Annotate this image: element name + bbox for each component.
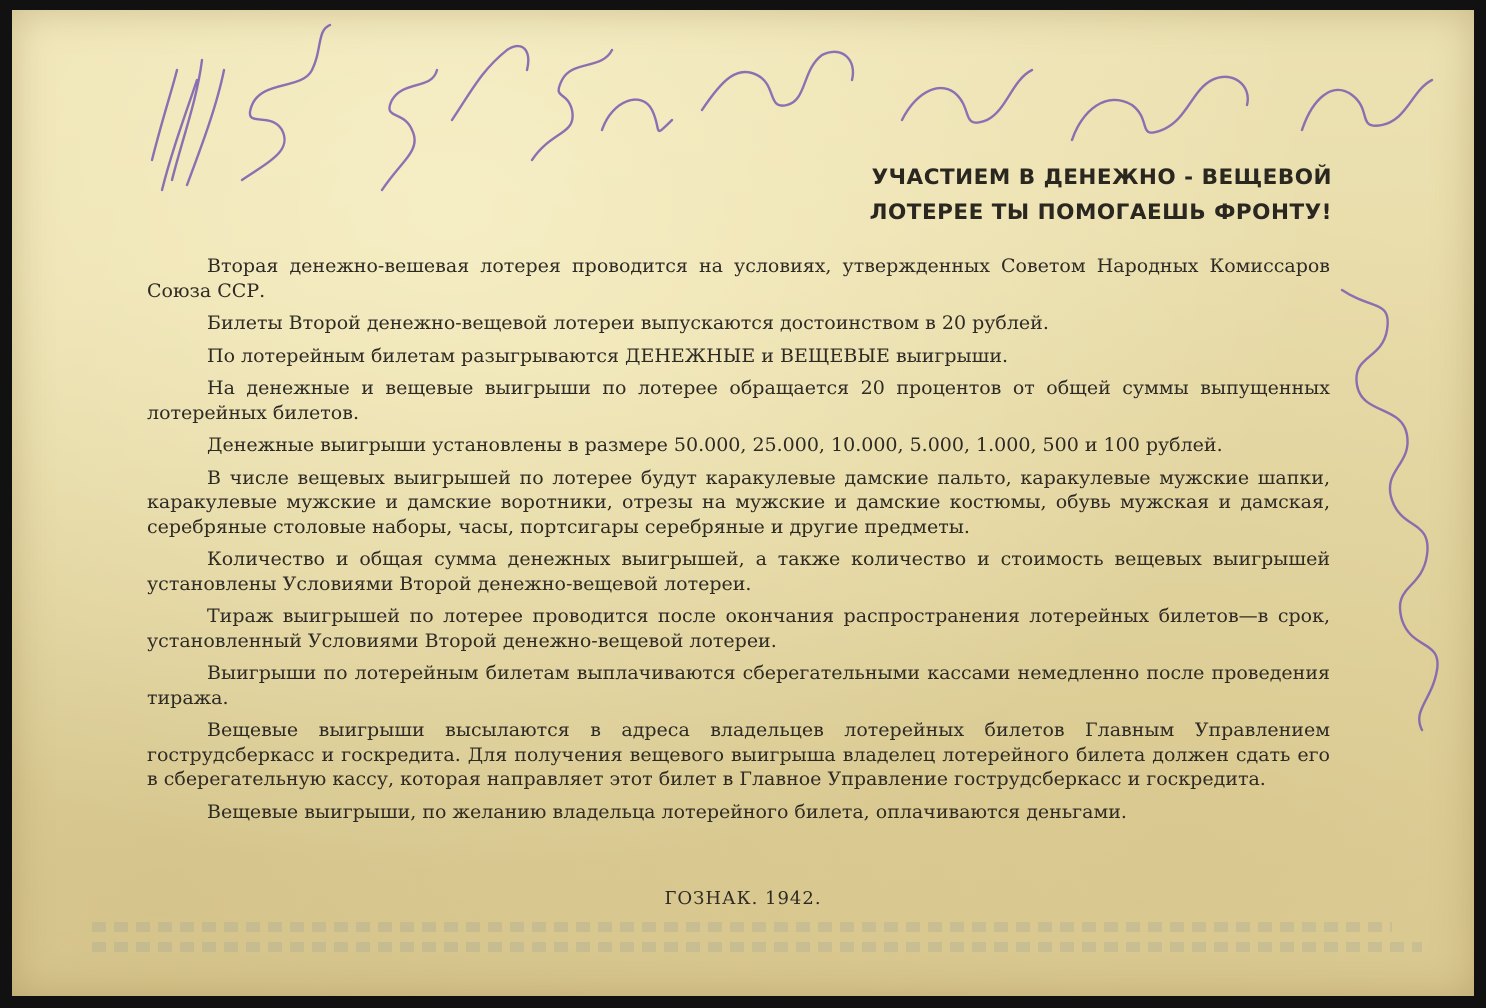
paragraph-prize-fund: На денежные и вещевые выигрыши по лотерее обращается 20 процентов от общей суммы выпущенных лотерейных билетов. bbox=[147, 377, 1330, 424]
paragraph-cash-option: Вещевые выигрыши, по желанию владельца лотерейного билета, оплачиваются деньгами. bbox=[207, 800, 1127, 823]
lottery-terms-text bbox=[147, 254, 1330, 832]
scribble-7 bbox=[1302, 80, 1432, 130]
scribble-left bbox=[152, 60, 224, 190]
faded-print-line-2 bbox=[92, 942, 1422, 952]
scribble-1 bbox=[242, 25, 330, 180]
paragraph-item-prizes: В числе вещевых выигрышей по лотерее будут каракулевые дамские пальто, каракулевые мужские шапки, каракулевые мужские и дамские воротники, отрезы на мужские и дамские костюмы, обувь мужская и дамская, серебряные столовые наборы, часы, портсигары серебряные и другие предметы. bbox=[147, 466, 1330, 538]
printer-imprint: ГОЗНАК. 1942. bbox=[664, 888, 822, 909]
paragraph-ticket-price: Билеты Второй денежно-вещевой лотереи выпускаются достоинством в 20 рублей. bbox=[207, 312, 1049, 334]
heading-line-1: УЧАСТИЕМ В ДЕНЕЖНО - ВЕЩЕВОЙ bbox=[871, 165, 1332, 190]
paragraph-prize-types: По лотерейным билетам разыгрываются ДЕНЕЖНЫЕ и ВЕЩЕВЫЕ выигрыши. bbox=[207, 344, 1009, 367]
faded-print-line-1 bbox=[92, 922, 1392, 932]
paragraph-prize-count: Количество и общая сумма денежных выигрышей, а также количество и стоимость вещевых выигрышей установлены Условиями Второй денежно-вещевой лотереи. bbox=[147, 548, 1330, 595]
scribble-3 bbox=[532, 50, 672, 160]
scribble-2 bbox=[382, 46, 528, 190]
paragraph-conditions: Вторая денежно-вешевая лотерея проводится на условиях, утвержденных Советом Народных Комиссаров Союза ССР. bbox=[147, 255, 1330, 302]
paragraph-payout: Выигрыши по лотерейным билетам выплачиваются сберегательными кассами немедленно после проведения тиража. bbox=[147, 662, 1330, 709]
paragraph-item-delivery: Вещевые выигрыши высылаются в адреса владельцев лотерейных билетов Главным Управлением гострудсберкасс и госкредита. Для получения вещевого выигрыша владелец лотерейного билета должен сдать его в сберегательную кассу, которая направляет этот билет в Главное Управление гострудсберкасс и госкредита. bbox=[147, 719, 1330, 790]
paragraph-draw: Тираж выигрышей по лотерее проводится после окончания распространения лотерейных билетов—в срок, установленный Условиями Второй денежно-вещевой лотереи. bbox=[147, 605, 1330, 652]
paragraph-cash-prizes: Денежные выигрыши установлены в размере 50.000, 25.000, 10.000, 5.000, 1.000, 500 и 100 рублей. bbox=[207, 434, 1223, 456]
scribble-4 bbox=[702, 52, 853, 110]
scribble-5 bbox=[902, 70, 1032, 123]
scribble-right bbox=[1342, 290, 1438, 730]
scribble-6 bbox=[1072, 77, 1248, 140]
heading-line-2: ЛОТЕРЕЕ ТЫ ПОМОГАЕШЬ ФРОНТУ! bbox=[869, 200, 1332, 225]
heading-slogan bbox=[812, 160, 1332, 230]
lottery-ticket-back bbox=[12, 10, 1474, 996]
